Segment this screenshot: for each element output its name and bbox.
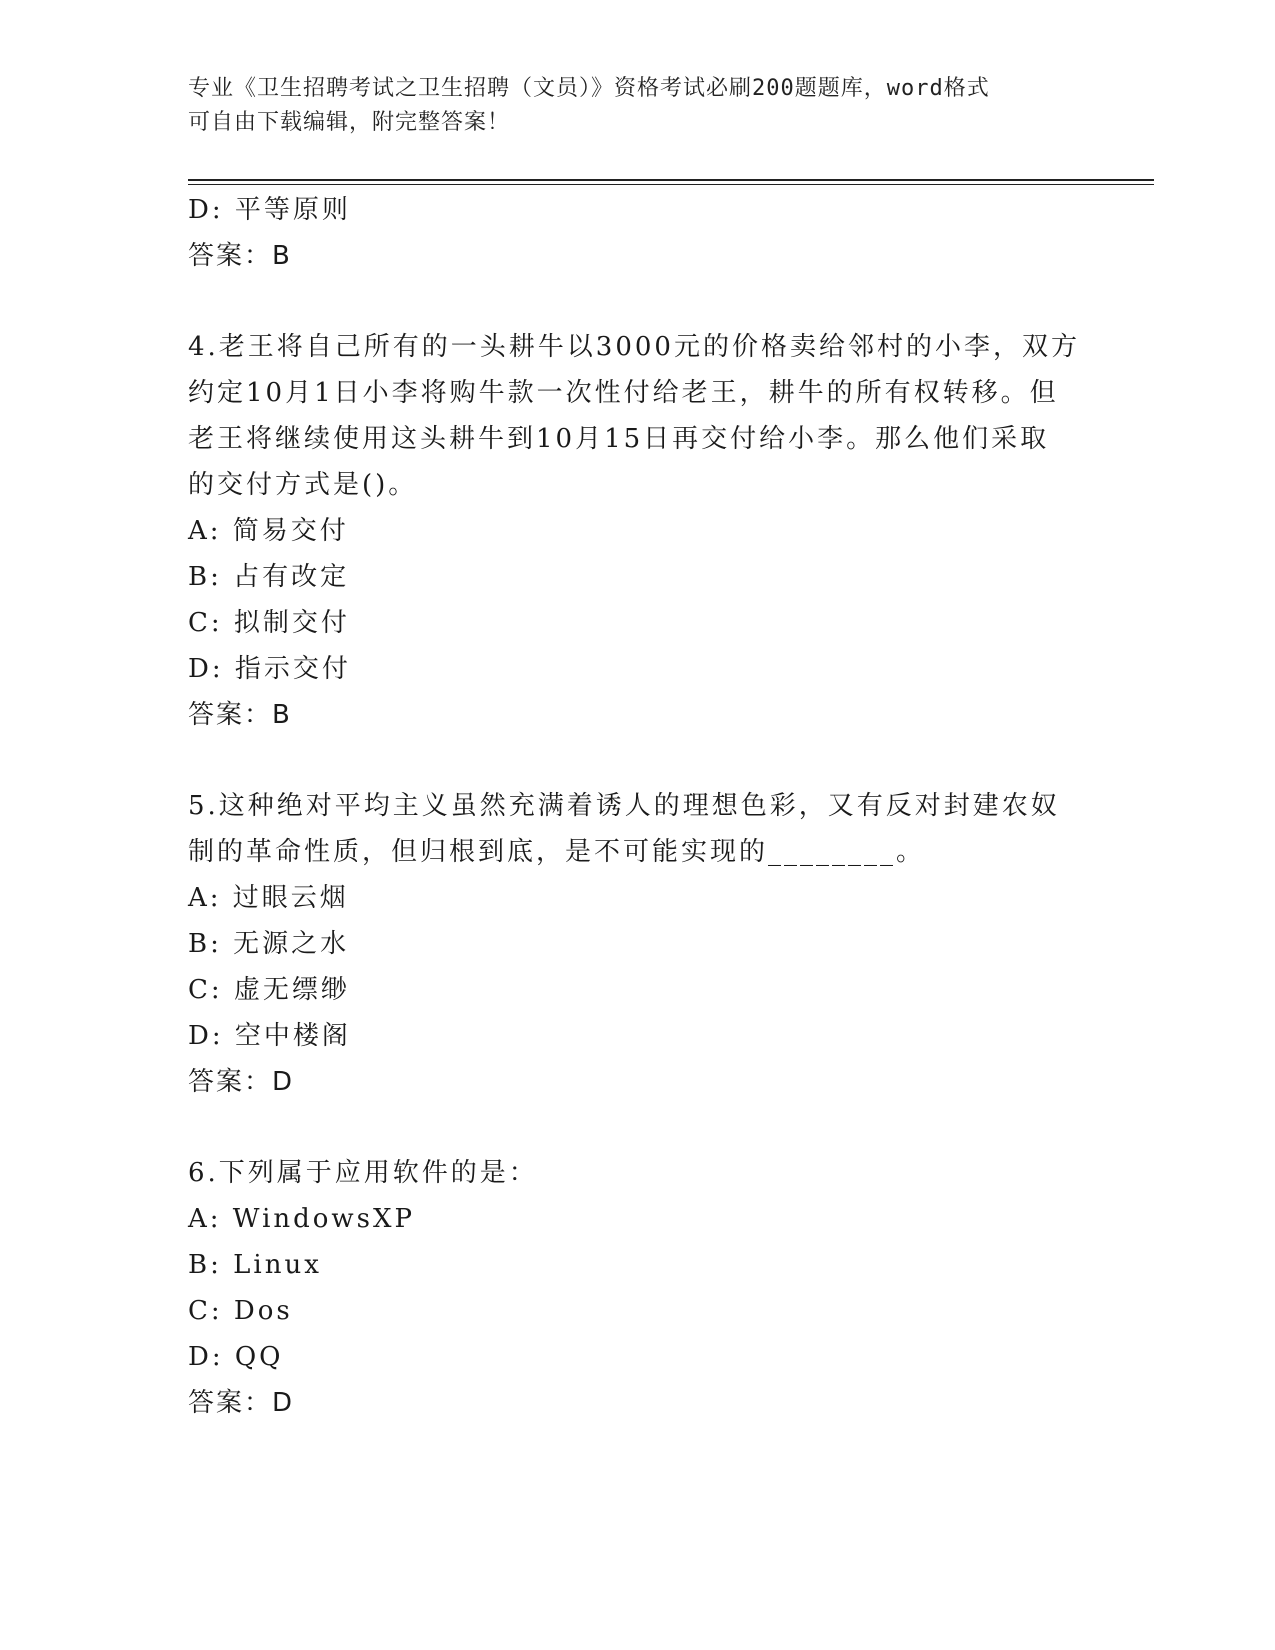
question-text-line: 6.下列属于应用软件的是： <box>188 1158 538 1188</box>
question-text-line: 约定10月1日小李将购牛款一次性付给老王，耕牛的所有权转移。但 <box>188 378 1059 408</box>
spacer <box>188 738 1088 783</box>
header-divider-thick <box>188 179 1154 181</box>
previous-question-tail <box>188 187 1088 279</box>
answer-line: 答案：D <box>188 1388 295 1418</box>
question-text-line: 4.老王将自己所有的一头耕牛以3000元的价格卖给邻村的小李，双方 <box>188 332 1080 362</box>
header-line-1: 专业《卫生招聘考试之卫生招聘（文员）》资格考试必刷200题题库，word格式 <box>188 76 990 101</box>
header-divider-thin <box>188 184 1154 185</box>
option-c: C: Dos <box>188 1296 293 1326</box>
option-d: D: 平等原则 <box>188 195 351 225</box>
question-6 <box>188 1150 1088 1426</box>
question-text-line: 老王将继续使用这头耕牛到10月15日再交付给小李。那么他们采取 <box>188 424 1050 454</box>
question-text-line: 的交付方式是()。 <box>188 470 418 500</box>
answer-line: 答案：B <box>188 241 292 271</box>
option-b: B: 占有改定 <box>188 562 350 592</box>
option-c: C: 拟制交付 <box>188 608 350 638</box>
option-d: D: 空中楼阁 <box>188 1021 351 1051</box>
document-header <box>188 72 1088 140</box>
question-text-line: 制的革命性质，但归根到底，是不可能实现的________。 <box>188 837 926 867</box>
option-a: A: WindowsXP <box>188 1204 416 1234</box>
option-d: D: QQ <box>188 1342 284 1372</box>
question-content <box>188 187 1088 1426</box>
option-b: B: 无源之水 <box>188 929 350 959</box>
option-d: D: 指示交付 <box>188 654 351 684</box>
option-a: A: 简易交付 <box>188 516 349 546</box>
question-4 <box>188 324 1088 738</box>
option-a: A: 过眼云烟 <box>188 883 349 913</box>
spacer <box>188 279 1088 324</box>
spacer <box>188 1105 1088 1150</box>
option-c: C: 虚无缥缈 <box>188 975 350 1005</box>
header-line-2: 可自由下载编辑，附完整答案！ <box>188 110 511 135</box>
question-5 <box>188 783 1088 1105</box>
option-b: B: Linux <box>188 1250 322 1280</box>
answer-line: 答案：D <box>188 1067 295 1097</box>
answer-line: 答案：B <box>188 700 292 730</box>
question-text-line: 5.这种绝对平均主义虽然充满着诱人的理想色彩，又有反对封建农奴 <box>188 791 1060 821</box>
